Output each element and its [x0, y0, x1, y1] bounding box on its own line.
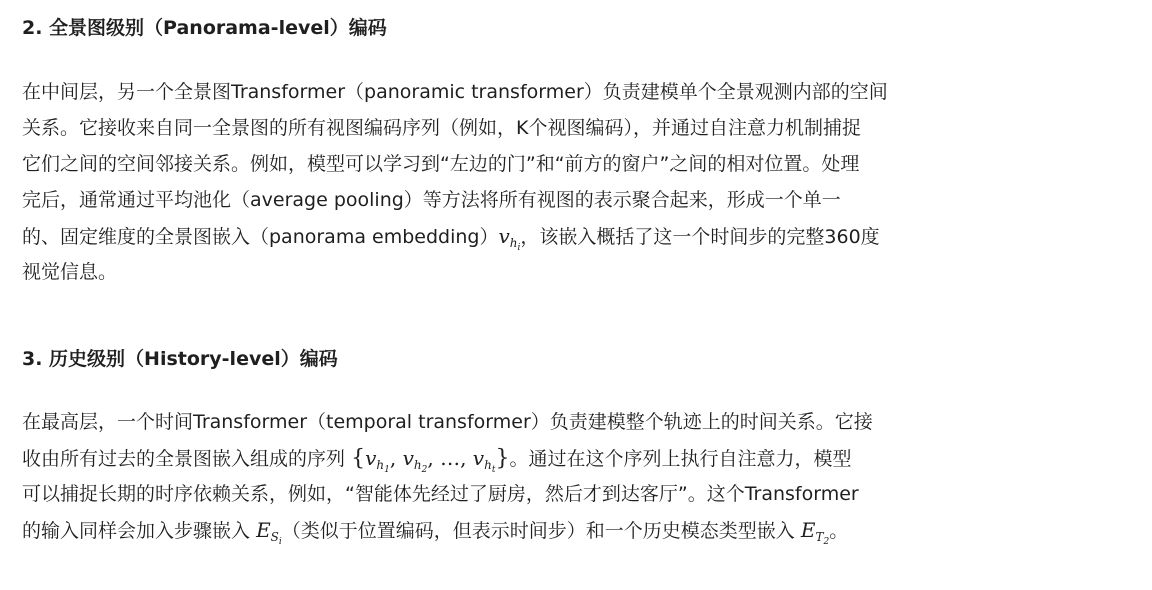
paragraph-line: 在中间层，另一个全景图Transformer（panoramic transformer）负责建模单个全景观测内部的空间: [22, 81, 888, 103]
math-h: h: [376, 458, 385, 472]
math-v: v: [472, 446, 485, 470]
paragraph-line: [22, 512, 873, 548]
section-2-paragraph: [22, 74, 888, 290]
math-v: v: [365, 446, 377, 470]
math-base: v: [498, 224, 510, 248]
math-index: 2: [421, 465, 428, 475]
paragraph-line: 完后，通常通过平均池化（average pooling）等方法将所有视图的表示聚合起来，形成一个单一: [22, 189, 841, 211]
section-3-paragraph: [22, 404, 873, 548]
paragraph-line: [22, 218, 888, 254]
math-sub: S: [270, 530, 279, 544]
math-comma: ,: [460, 446, 473, 470]
math-base: E: [800, 518, 816, 542]
math-subsub: 2: [823, 537, 830, 547]
math-sub: T: [815, 530, 824, 544]
math-open-brace: {: [351, 446, 366, 471]
math-index: t: [491, 465, 496, 475]
math-h: h: [413, 458, 422, 472]
math-ellipsis: …: [440, 446, 461, 470]
math-v: v: [402, 446, 414, 470]
paragraph-line: 关系。它接收来自同一全景图的所有视图编码序列（例如，K个视图编码），并通过自注意力机制捕捉: [22, 117, 861, 139]
math-sub: h: [509, 236, 518, 250]
math-panorama-embedding: [498, 224, 521, 253]
math-subsub: i: [278, 537, 282, 547]
math-history-sequence: [351, 446, 510, 475]
text-run: 。通过在这个序列上执行自注意力，模型: [509, 448, 852, 470]
text-run: 收由所有过去的全景图嵌入组成的序列: [22, 448, 346, 470]
math-base: E: [256, 518, 271, 542]
paragraph-line: 可以捕捉长期的时序依赖关系，例如，“智能体先经过了厨房，然后才到达客厅”。这个Transformer: [22, 483, 859, 505]
math-type-embedding: [800, 518, 830, 547]
text-run: 的、固定维度的全景图嵌入（panorama embedding）: [22, 226, 499, 248]
paragraph-line: 视觉信息。: [22, 261, 118, 283]
text-run: ，该嵌入概括了这一个时间步的完整360度: [520, 226, 880, 248]
section-3-heading: 3. 历史级别（History-level）编码: [22, 348, 338, 370]
section-2-heading: 2. 全景图级别（Panorama-level）编码: [22, 17, 387, 39]
math-comma: ,: [427, 446, 441, 470]
math-index: 1: [384, 465, 390, 475]
paragraph-line: 在最高层，一个时间Transformer（temporal transformer）负责建模整个轨迹上的时间关系。它接: [22, 411, 873, 433]
math-h: h: [484, 458, 492, 472]
text-run: 的输入同样会加入步骤嵌入: [22, 520, 251, 542]
math-close-brace: }: [495, 446, 510, 471]
text-run: 。: [829, 520, 849, 542]
paragraph-line: 它们之间的空间邻接关系。例如，模型可以学习到“左边的门”和“前方的窗户”之间的相对位置。处理: [22, 153, 860, 175]
text-run: （类似于位置编码，但表示时间步）和一个历史模态类型嵌入: [281, 520, 795, 542]
paragraph-line: [22, 440, 873, 476]
math-subsub: i: [517, 243, 521, 253]
math-step-embedding: [256, 518, 282, 547]
math-comma: ,: [389, 446, 403, 470]
